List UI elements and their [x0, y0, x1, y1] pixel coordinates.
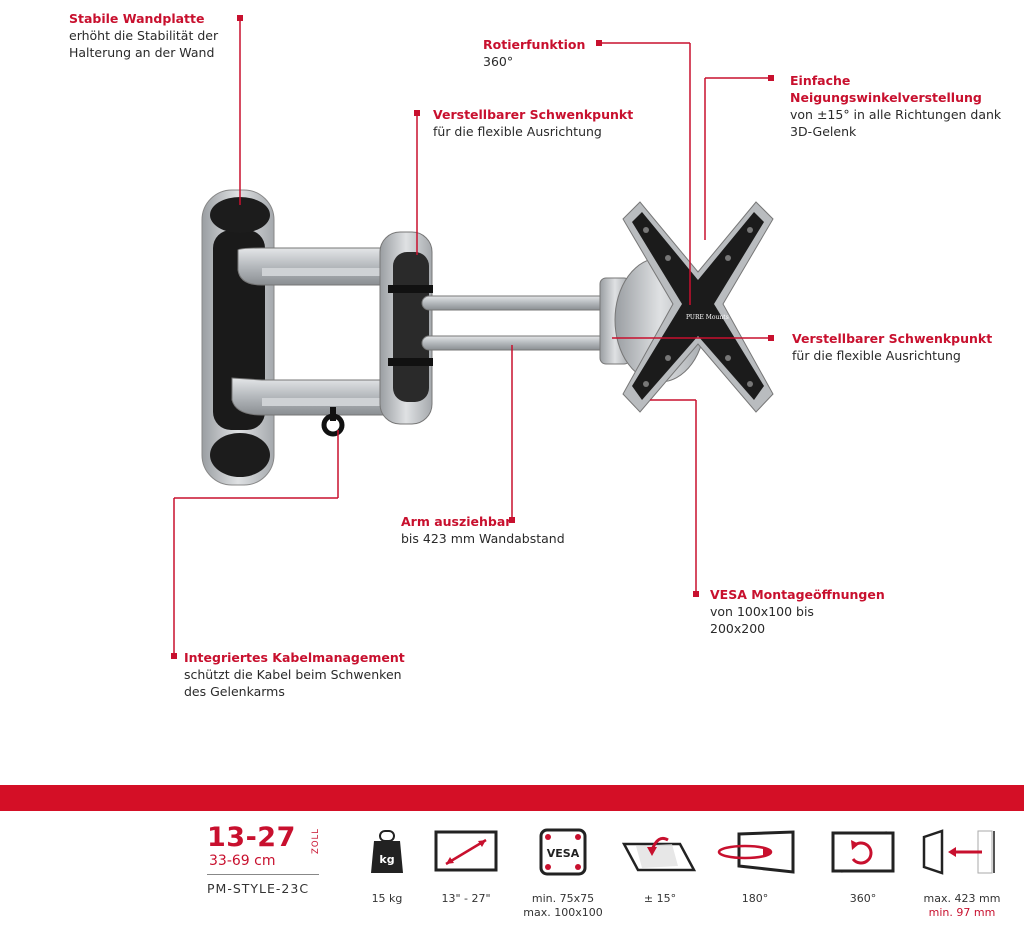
pivot-block	[380, 232, 433, 424]
spec-label: 180°	[741, 892, 769, 905]
annotation-rotation	[483, 36, 585, 70]
vesa-icon	[515, 828, 611, 876]
annotation-desc: für die flexible Ausrichtung	[792, 348, 961, 363]
annotation-title: Einfache Neigungswinkelverstellung	[790, 73, 982, 105]
tilt-icon	[620, 828, 700, 876]
spec-tilt	[620, 828, 700, 906]
extending-arm	[422, 296, 612, 350]
annotation-title: Verstellbarer Schwenkpunkt	[792, 331, 993, 346]
annotation-cable	[184, 649, 405, 700]
swivel-icon	[712, 828, 798, 876]
spec-label: min. 75x75	[531, 892, 595, 905]
annotation-vesa	[710, 586, 885, 637]
screen-size-icon	[432, 828, 500, 876]
annotation-wall-plate	[69, 10, 218, 61]
spec-label-2: max. 100x100	[523, 906, 603, 919]
brand-logo: PURE Mounts	[686, 314, 729, 321]
annotation-desc: von ±15° in alle Richtungen dank 3D-Gelenk	[790, 107, 1002, 139]
annotation-title: Arm ausziehbar	[401, 514, 512, 529]
annotation-pivot-right	[792, 330, 992, 364]
spec-label-2: min. 97 mm	[928, 906, 996, 919]
spec-wall-distance	[920, 828, 1004, 920]
vesa-icon-text: VESA	[546, 847, 580, 860]
red-divider-band	[0, 785, 1024, 811]
spec-vesa	[515, 828, 611, 920]
spec-label: max. 423 mm	[923, 892, 1001, 905]
annotation-tilt	[790, 72, 1001, 140]
weight-icon	[362, 828, 412, 876]
annotation-desc: erhöht die Stabilität der Halterung an der Wand	[69, 28, 219, 60]
spec-screen-size	[432, 828, 500, 906]
spec-label: 360°	[849, 892, 877, 905]
annotation-desc: schützt die Kabel beim Schwenken des Gelenkarms	[184, 667, 402, 699]
wall-distance-icon	[920, 828, 1004, 876]
annotation-title: Verstellbarer Schwenkpunkt	[433, 107, 634, 122]
annotation-title: VESA Montageöffnungen	[710, 587, 885, 602]
spec-label: 15 kg	[371, 892, 403, 905]
spec-swivel	[712, 828, 798, 906]
annotation-title: Integriertes Kabelmanagement	[184, 650, 405, 665]
spec-label: 13" - 27"	[441, 892, 491, 905]
annotation-desc: für die flexible Ausrichtung	[433, 124, 602, 139]
annotation-desc: von 100x100 bis 200x200	[710, 604, 814, 636]
size-range: 13-27	[207, 822, 296, 853]
wall-plate	[202, 190, 274, 485]
annotation-desc: bis 423 mm Wandabstand	[401, 531, 565, 546]
spec-label: ± 15°	[643, 892, 677, 905]
annotation-arm	[401, 513, 565, 547]
annotation-desc: 360°	[483, 54, 514, 69]
size-cm: 33-69 cm	[209, 853, 276, 869]
size-model-box	[207, 823, 322, 896]
divider-line	[207, 874, 319, 875]
annotation-title: Rotierfunktion	[483, 37, 586, 52]
spec-rotate	[828, 828, 898, 906]
rotate-icon	[828, 828, 898, 876]
size-unit: ZOLL	[311, 828, 321, 854]
weight-icon-text: kg	[379, 853, 395, 866]
annotation-title: Stabile Wandplatte	[69, 11, 205, 26]
spec-weight	[362, 828, 412, 906]
model-number: PM-STYLE-23C	[207, 881, 310, 896]
annotation-pivot-top	[433, 106, 633, 140]
